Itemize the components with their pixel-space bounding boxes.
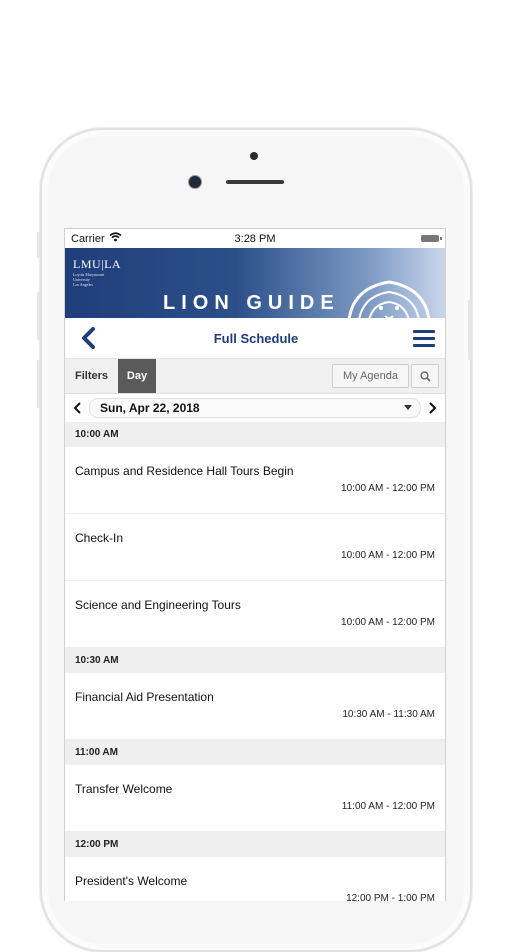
volume-up-button [37,292,40,340]
chevron-right-icon [427,402,437,414]
app-banner [65,248,445,318]
time-group-header: 10:00 AM [65,422,445,447]
status-time: 3:28 PM [234,232,276,245]
app-screen [64,228,446,901]
page-title: Full Schedule [213,330,299,346]
event-title: Campus and Residence Hall Tours Begin [75,464,294,478]
event-time-range: 11:00 AM - 12:00 PM [341,801,435,812]
university-line-2: University [73,277,90,282]
university-mark: LMU|LA [73,257,122,271]
filter-bar [65,359,445,394]
volume-down-button [37,360,40,408]
schedule-list [65,422,445,901]
event-time-range: 10:00 AM - 12:00 PM [341,617,435,628]
event-title: Science and Engineering Tours [75,598,241,612]
earpiece-speaker [226,180,284,184]
event-title: Transfer Welcome [75,782,173,796]
schedule-event[interactable] [65,581,445,648]
app-name: LION GUIDE [163,292,340,314]
selected-date: Sun, Apr 22, 2018 [100,401,200,415]
event-time-range: 12:00 PM - 1:00 PM [346,893,435,901]
event-title: President's Welcome [75,874,188,888]
search-icon [420,371,431,382]
my-agenda-button[interactable]: My Agenda [332,364,409,388]
time-group-header: 10:30 AM [65,648,445,673]
university-line-1: Loyola Marymount [73,272,105,277]
proximity-sensor [188,175,202,189]
power-button [468,300,471,360]
event-title: Financial Aid Presentation [75,690,214,704]
chevron-left-icon [73,402,83,414]
search-button[interactable] [411,364,439,388]
time-group-header: 12:00 PM [65,832,445,857]
next-day-button[interactable] [427,402,437,414]
schedule-event[interactable] [65,857,445,901]
schedule-event[interactable] [65,765,445,832]
silent-switch [37,232,40,258]
carrier-label: Carrier [71,232,105,245]
status-bar [65,229,445,248]
navigation-bar [65,318,445,359]
university-logo [73,257,121,287]
event-title: Check-In [75,531,124,545]
battery-icon [421,235,439,242]
schedule-event[interactable] [65,447,445,514]
event-time-range: 10:00 AM - 12:00 PM [341,550,435,561]
lion-icon [343,278,435,318]
wifi-icon [109,232,122,245]
hamburger-menu-icon [412,328,436,348]
dropdown-arrow-icon [404,405,412,411]
date-select[interactable] [89,398,421,418]
back-button[interactable] [75,325,101,351]
filters-button[interactable]: Filters [75,370,109,382]
date-picker-bar [65,394,445,422]
event-time-range: 10:00 AM - 12:00 PM [341,483,435,494]
front-camera [250,152,258,160]
university-line-3: Los Angeles [73,282,93,287]
event-time-range: 10:30 AM - 11:30 AM [342,709,435,720]
time-group-header: 11:00 AM [65,740,445,765]
schedule-event[interactable] [65,514,445,581]
schedule-event[interactable] [65,673,445,740]
day-view-button[interactable]: Day [118,359,156,393]
previous-day-button[interactable] [73,402,83,414]
menu-button[interactable] [411,325,437,351]
chevron-left-icon [80,327,96,349]
